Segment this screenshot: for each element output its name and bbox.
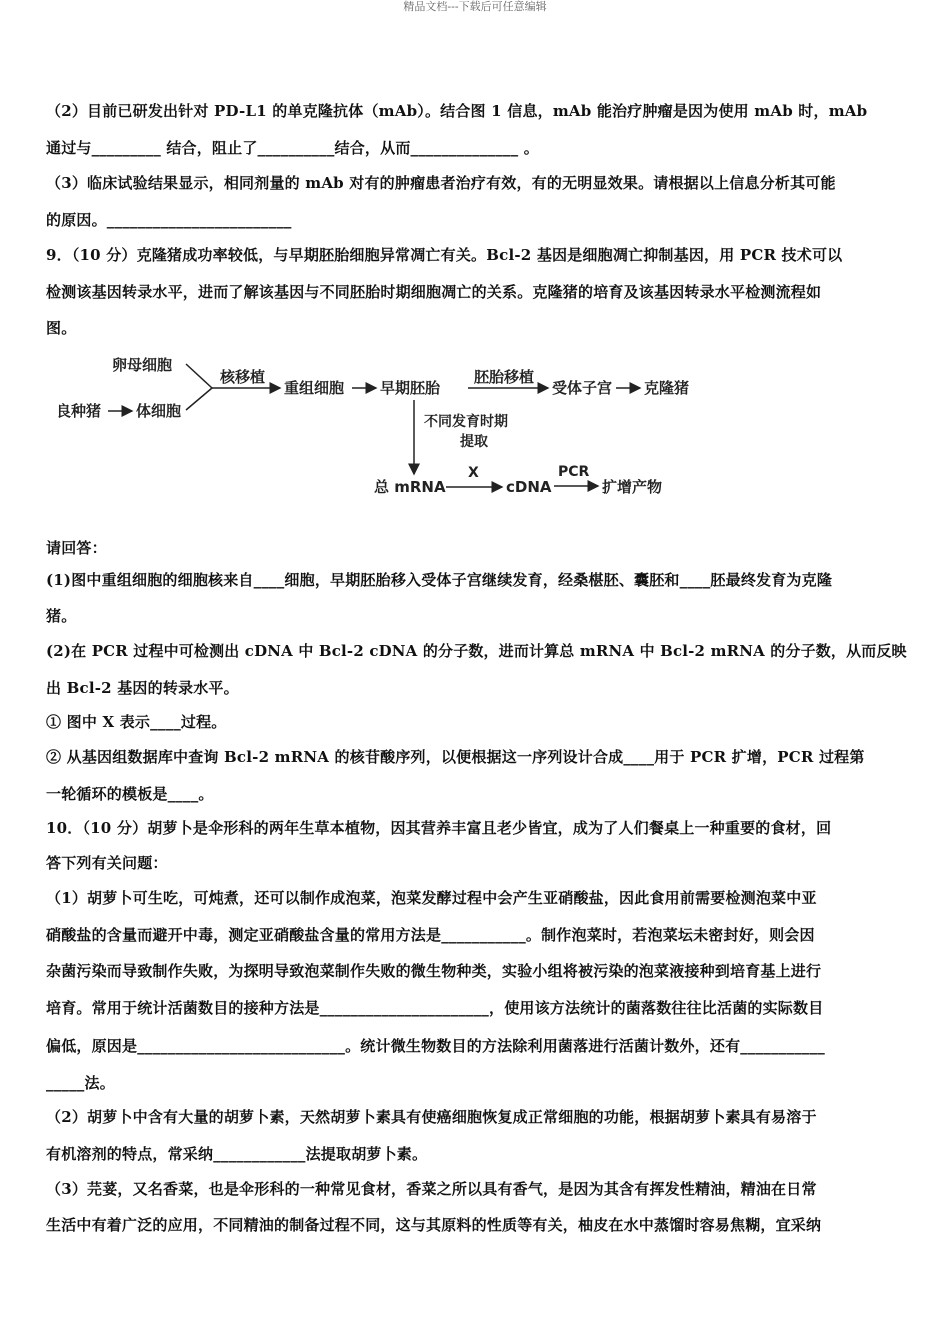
text-line: （2）胡萝卜中含有大量的胡萝卜素，天然胡萝卜素具有使癌细胞恢复成正常细胞的功能，根据胡萝卜素具有易溶于 [46,1108,817,1126]
text-line: （2）目前已研发出针对 PD-L1 的单克隆抗体（mAb）。结合图 1 信息，mAb 能治疗肿瘤是因为使用 mAb 时，mAb [46,102,868,120]
extract-label: 提取 [460,434,488,450]
text-line: (2)在 PCR 过程中可检测出 cDNA 中 Bcl-2 cDNA 的分子数，进而计算总 mRNA 中 Bcl-2 mRNA 的分子数，从而反映 [46,642,907,660]
text-line: ② 从基因组数据库中查询 Bcl-2 mRNA 的核苷酸序列，以便根据这一序列设计合成____用于 PCR 扩增，PCR 过程第 [46,748,865,766]
good-pig-label: 良种猪 [56,402,102,420]
text-line: 10．（10 分）胡萝卜是伞形科的两年生草本植物，因其营养丰富且老少皆宜，成为了人们餐桌上一种重要的食材，回 [46,819,832,837]
text-line: （3）芫荽，又名香菜，也是伞形科的一种常见食材，香菜之所以具有香气，是因为其含有挥发性精油，精油在日常 [46,1180,817,1198]
cloned-pig-label: 克隆猪 [644,379,690,397]
x-label: X [468,465,479,481]
cdna-label: cDNA [506,478,552,496]
recipient-uterus-label: 受体子宫 [552,379,613,397]
page-header: 精品文档---下载后可任意编辑 [403,0,547,13]
total-mrna-label: 总 mRNA [374,478,446,496]
text-line: （3）临床试验结果显示，相同剂量的 mAb 对有的肿瘤患者治疗有效，有的无明显效果。请根据以上信息分析其可能 [46,174,836,192]
text-line: 通过与_________ 结合，阻止了__________结合，从而______________ 。 [46,139,539,157]
oocyte-label: 卵母细胞 [112,356,173,374]
text-line: 检测该基因转录水平，进而了解该基因与不同胚胎时期细胞凋亡的关系。克隆猪的培育及该基因转录水平检测流程如 [46,283,822,301]
stage-label: 不同发育时期 [424,414,508,430]
text-line: 答下列有关问题： [46,854,168,872]
product-label: 扩增产物 [602,478,663,496]
text-line: 9．（10 分）克隆猪成功率较低，与早期胚胎细胞异常凋亡有关。Bcl-2 基因是细胞凋亡抑制基因，用 PCR 技术可以 [46,246,843,264]
text-line: ① 图中 X 表示____过程。 [46,713,227,731]
text-line: 请回答： [46,539,107,557]
bracket-line [186,364,212,388]
text-line: 硝酸盐的含量而避开中毒，测定亚硝酸盐含量的常用方法是___________。制作泡菜时，若泡菜坛未密封好，则会因 [46,926,815,944]
text-line: 培育。常用于统计活菌数目的接种方法是______________________，使用该方法统计的菌落数往往比活菌的实际数目 [46,999,824,1017]
text-line: 猪。 [46,607,77,625]
early-embryo-label: 早期胚胎 [380,379,441,397]
text-line: 偏低，原因是___________________________。统计微生物数目的方法除利用菌落进行活菌计数外，还有___________ [46,1037,826,1055]
recombinant-cell-label: 重组细胞 [284,379,345,397]
text-line: 有机溶剂的特点，常采纳____________法提取胡萝卜素。 [46,1145,428,1163]
text-line: （1）胡萝卜可生吃，可炖煮，还可以制作成泡菜，泡菜发酵过程中会产生亚硝酸盐，因此食用前需要检测泡菜中亚 [46,889,817,907]
text-line: 出 Bcl-2 基因的转录水平。 [46,679,239,697]
embryo-transfer-label: 胚胎移植 [474,368,535,386]
pcr-label: PCR [558,464,590,480]
text-line: 的原因。________________________ [46,211,292,229]
text-line: 杂菌污染而导致制作失败，为探明导致泡菜制作失败的微生物种类，实验小组将被污染的泡菜液接种到培育基上进行 [46,962,822,980]
bracket-line [186,388,212,410]
text-line: 图。 [46,319,77,337]
nuclear-transfer-label: 核移植 [220,368,266,386]
text-line: 生活中有着广泛的应用，不同精油的制备过程不同，这与其原料的性质等有关，柚皮在水中蒸馏时容易焦糊，宜采纳 [46,1216,822,1234]
text-line: (1)图中重组细胞的细胞核来自____细胞，早期胚胎移入受体子宫继续发育，经桑椹胚、囊胚和____胚最终发育为克隆 [46,571,833,589]
text-line: _____法。 [46,1074,115,1092]
text-line: 一轮循环的模板是____。 [46,785,214,803]
somatic-label: 体细胞 [136,402,182,420]
cloning-flow-diagram [48,344,728,504]
